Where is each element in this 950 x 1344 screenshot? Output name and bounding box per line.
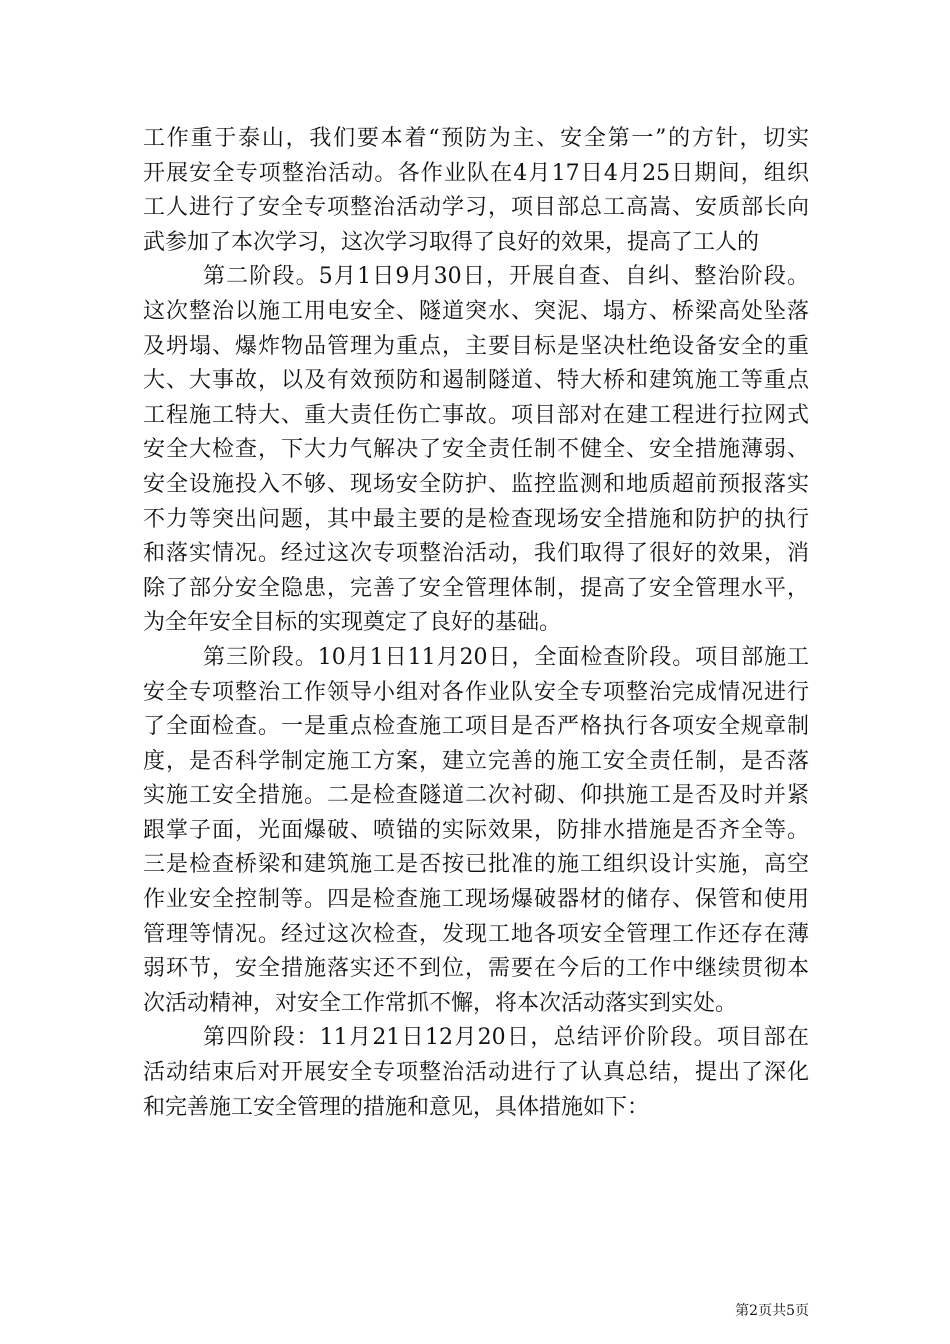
text-line: 次活动精神，对安全工作常抓不懈，将本次活动落实到实处。 [143, 990, 738, 1016]
text-line: 三是检查桥梁和建筑施工是否按已批准的施工组织设计实施，高空 [143, 852, 809, 878]
text-line: 开展安全专项整治活动。各作业队在4月17日4月25日期间，组织 [143, 160, 809, 186]
text-line: 这次整治以施工用电安全、隧道突水、突泥、塌方、桥梁高处坠落 [143, 298, 809, 324]
page-body [143, 122, 809, 1125]
text-line: 为全年安全目标的实现奠定了良好的基础。 [143, 610, 562, 636]
text-line: 除了部分安全隐患，完善了安全管理体制，提高了安全管理水平， [143, 575, 809, 601]
text-line: 安全大检查，下大力气解决了安全责任制不健全、安全措施薄弱、 [143, 437, 809, 463]
text-line: 不力等突出问题，其中最主要的是检查现场安全措施和防护的执行 [143, 506, 809, 532]
text-line: 安全专项整治工作领导小组对各作业队安全专项整治完成情况进行 [143, 679, 809, 705]
text-line: 实施工安全措施。二是检查隧道二次衬砌、仰拱施工是否及时并紧 [143, 783, 809, 809]
text-line: 第四阶段：11月21日12月20日，总结评价阶段。项目部在 [203, 1025, 809, 1051]
text-line: 和落实情况。经过这次专项整治活动，我们取得了很好的效果，消 [143, 541, 809, 567]
text-line: 及坍塌、爆炸物品管理为重点，主要目标是坚决杜绝设备安全的重 [143, 333, 809, 359]
text-line: 安全设施投入不够、现场安全防护、监控监测和地质超前预报落实 [143, 471, 809, 497]
text-line: 第二阶段。5月1日9月30日，开展自查、自纠、整治阶段。 [203, 264, 809, 290]
text-line: 武参加了本次学习，这次学习取得了良好的效果，提高了工人的 [143, 229, 760, 255]
text-line: 管理等情况。经过这次检查，发现工地各项安全管理工作还存在薄 [143, 921, 809, 947]
text-line: 度，是否科学制定施工方案，建立完善的施工安全责任制，是否落 [143, 748, 809, 774]
page-number: 第2页共5页 [735, 1303, 809, 1319]
text-line: 弱环节，安全措施落实还不到位，需要在今后的工作中继续贯彻本 [143, 956, 809, 982]
text-line: 工人进行了安全专项整治活动学习，项目部总工高嵩、安质部长向 [143, 195, 809, 221]
text-line: 和完善施工安全管理的措施和意见，具体措施如下： [143, 1094, 650, 1120]
text-line: 跟掌子面，光面爆破、喷锚的实际效果，防排水措施是否齐全等。 [143, 817, 809, 843]
text-line: 活动结束后对开展安全专项整治活动进行了认真总结，提出了深化 [143, 1060, 809, 1086]
text-line: 工程施工特大、重大责任伤亡事故。项目部对在建工程进行拉网式 [143, 402, 809, 428]
text-line: 第三阶段。10月1日11月20日，全面检查阶段。项目部施工 [203, 644, 809, 670]
text-line: 工作重于泰山，我们要本着“预防为主、安全第一”的方针，切实 [143, 126, 809, 151]
text-line: 作业安全控制等。四是检查施工现场爆破器材的储存、保管和使用 [143, 887, 809, 913]
text-line: 了全面检查。一是重点检查施工项目是否严格执行各项安全规章制 [143, 714, 809, 740]
text-line: 大、大事故，以及有效预防和遏制隧道、特大桥和建筑施工等重点 [143, 368, 809, 394]
